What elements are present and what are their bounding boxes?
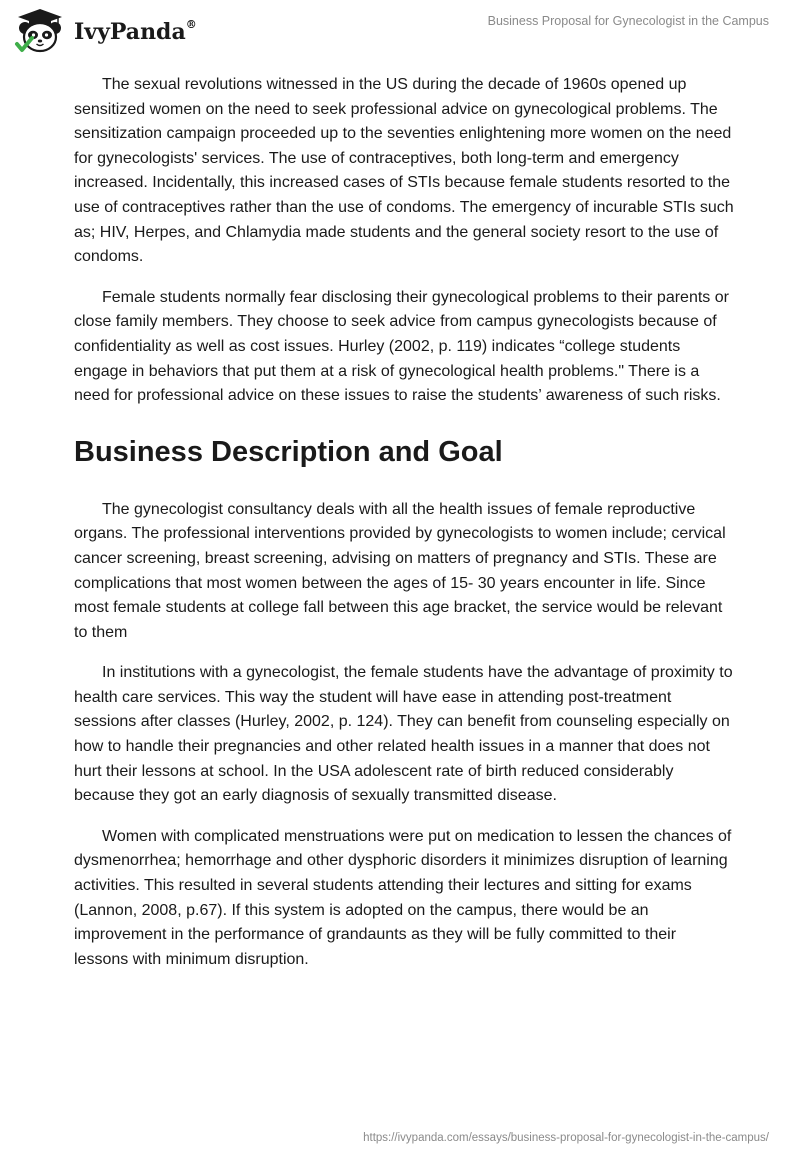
paragraph-1: The sexual revolutions witnessed in the US during the decade of 1960s opened up sensitized women on the need to seek professional advice on gynecological problems. The sensitization campaign proceeded up to the seventies enlightening more women on the need for gynecologists' services. The use of contraceptives, both long-term and emergency increased. Incidentally, this increased cases of STIs because female students resorted to the use of contraceptives rather than the use of condoms. The emergency of incurable STIs such as; HIV, Herpes, and Chlamydia made students and the general society resort to the use of condoms.: [74, 76, 734, 266]
section-heading: Business Description and Goal: [74, 435, 503, 468]
paragraph-5: Women with complicated menstruations were put on medication to lessen the chances of dysmenorrhea; hemorrhage and other dysphoric disorders it minimizes disruption of learning activities. This resulted in several students attending their lectures and sitting for exams (Lannon, 2008, p.67). If this system is adopted on the campus, there would be an improvement in the performance of grandaunts as they will be fully committed to their lessons with minimum disruption.: [74, 827, 732, 968]
paragraph-2: Female students normally fear disclosing their gynecological problems to their parents or close family members. They choose to seek advice from campus gynecologists because of confidentiality as well as cost issues. Hurley (2002, p. 119) indicates “college students engage in behaviors that put them at a risk of gynecological health problems." There is a need for professional advice on these issues to raise the students’ awareness of such risks.: [74, 288, 729, 405]
document-title: Business Proposal for Gynecologist in the Campus: [487, 14, 769, 28]
paragraph-4: In institutions with a gynecologist, the female students have the advantage of proximity to health care services. This way the student will have ease in attending post-treatment sessions after classes (Hurley, 2002, p. 124). They can benefit from counseling especially on how to handle their pregnancies and other related health issues in a manner that does not hurt their lessons at school. In the USA adolescent rate of birth reduced considerably because they got an early diagnosis of sexually transmitted disease.: [74, 664, 733, 805]
essay-content: [74, 73, 734, 988]
registered-mark: ®: [185, 17, 197, 31]
panda-graduate-icon: [14, 8, 66, 54]
page-header: [0, 0, 800, 60]
source-url[interactable]: https://ivypanda.com/essays/business-proposal-for-gynecologist-in-the-campus/: [363, 1132, 769, 1144]
logo-wordmark: [74, 19, 197, 45]
logo-name: IvyPanda: [74, 19, 186, 45]
site-logo[interactable]: [14, 8, 197, 54]
paragraph-3: The gynecologist consultancy deals with all the health issues of female reproductive organs. The professional interventions provided by gynecologists to women include; cervical cancer screening, breast screening, advising on matters of pregnancy and STIs. These are complications that most women between the ages of 15- 30 years encounter in life. Since most female students at college fall between this age bracket, the service would be relevant to them: [74, 500, 726, 641]
